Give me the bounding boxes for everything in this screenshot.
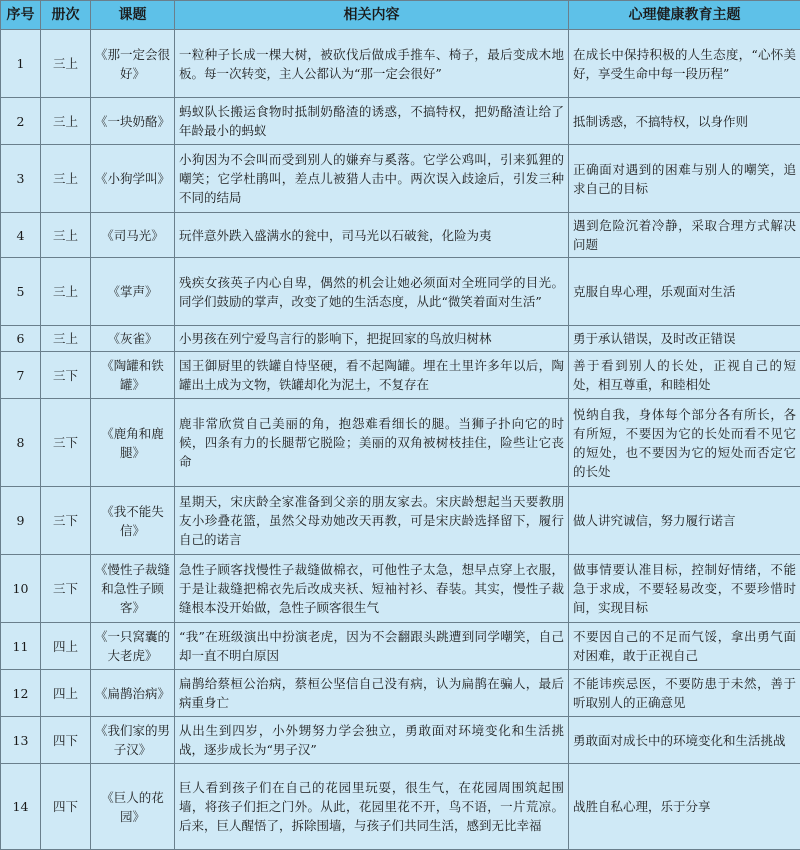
header-title: 课题 (91, 1, 175, 30)
row-theme: 不能讳疾忌医，不要防患于未然，善于听取别人的正确意见 (569, 670, 800, 717)
row-title: 《一块奶酪》 (91, 98, 175, 145)
row-content: 小男孩在列宁爱鸟言行的影响下，把捉回家的鸟放归树林 (175, 326, 569, 352)
row-num: 4 (1, 213, 41, 258)
row-num: 6 (1, 326, 41, 352)
row-title: 《司马光》 (91, 213, 175, 258)
table-row (1, 399, 800, 487)
row-num: 9 (1, 487, 41, 555)
row-volume: 三上 (41, 98, 91, 145)
row-theme: 不要因自己的不足而气馁，拿出勇气面对困难，敢于正视自己 (569, 623, 800, 670)
row-volume: 三下 (41, 555, 91, 623)
row-title: 《灰雀》 (91, 326, 175, 352)
row-theme: 做人讲究诚信，努力履行诺言 (569, 487, 800, 555)
row-content: 星期天，宋庆龄全家准备到父亲的朋友家去。宋庆龄想起当天要教朋友小珍叠花篮，虽然父母劝她改天再教，可是宋庆龄选择留下，履行自己的诺言 (175, 487, 569, 555)
row-num: 10 (1, 555, 41, 623)
table-row (1, 623, 800, 670)
row-title: 《一只窝囊的大老虎》 (91, 623, 175, 670)
row-theme: 善于看到别人的长处，正视自己的短处，相互尊重，和睦相处 (569, 352, 800, 399)
row-num: 3 (1, 145, 41, 213)
header-volume: 册次 (41, 1, 91, 30)
row-content: 鹿非常欣赏自己美丽的角，抱怨难看细长的腿。当狮子扑向它的时候，四条有力的长腿帮它脱险；美丽的双角被树枝挂住，险些让它丧命 (175, 399, 569, 487)
row-volume: 三下 (41, 399, 91, 487)
row-content: 国王御厨里的铁罐自恃坚硬，看不起陶罐。埋在土里许多年以后，陶罐出土成为文物，铁罐却化为泥土，不复存在 (175, 352, 569, 399)
row-volume: 三上 (41, 326, 91, 352)
row-title: 《扁鹊治病》 (91, 670, 175, 717)
row-volume: 三上 (41, 213, 91, 258)
row-theme: 遇到危险沉着冷静，采取合理方式解决问题 (569, 213, 800, 258)
row-theme: 在成长中保持积极的人生态度，“心怀美好，享受生命中每一段历程” (569, 30, 800, 98)
row-volume: 三下 (41, 352, 91, 399)
row-theme: 勇于承认错误，及时改正错误 (569, 326, 800, 352)
row-content: 蚂蚁队长搬运食物时抵制奶酪渣的诱惑，不搞特权，把奶酪渣让给了年龄最小的蚂蚁 (175, 98, 569, 145)
header-num: 序号 (1, 1, 41, 30)
row-content: 扁鹊给蔡桓公治病，蔡桓公坚信自己没有病，认为扁鹊在骗人，最后病重身亡 (175, 670, 569, 717)
row-content: 从出生到四岁，小外甥努力学会独立，勇敢面对环境变化和生活挑战，逐步成长为“男子汉” (175, 717, 569, 764)
table-row (1, 670, 800, 717)
row-volume: 三下 (41, 487, 91, 555)
table-row (1, 98, 800, 145)
row-theme: 做事情要认准目标，控制好情绪，不能急于求成，不要轻易改变，不要珍惜时间，实现目标 (569, 555, 800, 623)
header-row (1, 1, 800, 30)
table-row (1, 145, 800, 213)
table-row (1, 487, 800, 555)
row-title: 《掌声》 (91, 258, 175, 326)
row-content: 急性子顾客找慢性子裁缝做棉衣，可他性子太急，想早点穿上衣服，于是让裁缝把棉衣先后改成夹袄、短袖衬衫、春装。其实，慢性子裁缝根本没开始做，急性子顾客很生气 (175, 555, 569, 623)
row-theme: 战胜自私心理，乐于分享 (569, 764, 800, 850)
row-title: 《慢性子裁缝和急性子顾客》 (91, 555, 175, 623)
row-title: 《我不能失信》 (91, 487, 175, 555)
row-num: 8 (1, 399, 41, 487)
row-num: 7 (1, 352, 41, 399)
row-num: 5 (1, 258, 41, 326)
row-volume: 四下 (41, 717, 91, 764)
row-title: 《巨人的花园》 (91, 764, 175, 850)
row-content: 玩伴意外跌入盛满水的瓮中，司马光以石破瓮，化险为夷 (175, 213, 569, 258)
row-content: 残疾女孩英子内心自卑，偶然的机会让她必须面对全班同学的目光。同学们鼓励的掌声，改变了她的生活态度，从此“微笑着面对生活” (175, 258, 569, 326)
row-volume: 四下 (41, 764, 91, 850)
row-volume: 四上 (41, 623, 91, 670)
row-title: 《小狗学叫》 (91, 145, 175, 213)
row-num: 1 (1, 30, 41, 98)
table-row (1, 326, 800, 352)
row-volume: 三上 (41, 145, 91, 213)
table-row (1, 764, 800, 850)
table-row (1, 30, 800, 98)
row-theme: 勇敢面对成长中的环境变化和生活挑战 (569, 717, 800, 764)
row-volume: 四上 (41, 670, 91, 717)
table-row (1, 352, 800, 399)
header-theme: 心理健康教育主题 (569, 1, 800, 30)
row-num: 2 (1, 98, 41, 145)
row-content: 巨人看到孩子们在自己的花园里玩耍，很生气，在花园周围筑起围墙，将孩子们拒之门外。从此，花园里花不开，鸟不语，一片荒凉。后来，巨人醒悟了，拆除围墙，与孩子们共同生活，感到无比幸福 (175, 764, 569, 850)
table-row (1, 258, 800, 326)
row-theme: 抵制诱惑，不搞特权，以身作则 (569, 98, 800, 145)
row-title: 《我们家的男子汉》 (91, 717, 175, 764)
table-row (1, 717, 800, 764)
row-content: “我”在班级演出中扮演老虎，因为不会翻跟头跳遭到同学嘲笑，自己却一直不明白原因 (175, 623, 569, 670)
row-volume: 三上 (41, 30, 91, 98)
row-num: 12 (1, 670, 41, 717)
row-num: 11 (1, 623, 41, 670)
row-title: 《鹿角和鹿腿》 (91, 399, 175, 487)
row-theme: 悦纳自我，身体每个部分各有所长，各有所短，不要因为它的长处而看不见它的短处，也不要因为它的短处而否定它的长处 (569, 399, 800, 487)
row-num: 14 (1, 764, 41, 850)
row-theme: 克服自卑心理，乐观面对生活 (569, 258, 800, 326)
table-row (1, 555, 800, 623)
row-content: 一粒种子长成一棵大树，被砍伐后做成手推车、椅子，最后变成木地板。每一次转变，主人公都认为“那一定会很好” (175, 30, 569, 98)
row-title: 《陶罐和铁罐》 (91, 352, 175, 399)
row-theme: 正确面对遇到的困难与别人的嘲笑，追求自己的目标 (569, 145, 800, 213)
table-row (1, 213, 800, 258)
row-num: 13 (1, 717, 41, 764)
row-title: 《那一定会很好》 (91, 30, 175, 98)
row-content: 小狗因为不会叫而受到别人的嫌弃与奚落。它学公鸡叫，引来狐狸的嘲笑；它学杜鹃叫，差点儿被猎人击中。两次误入歧途后，引发三种不同的结局 (175, 145, 569, 213)
header-content: 相关内容 (175, 1, 569, 30)
row-volume: 三上 (41, 258, 91, 326)
